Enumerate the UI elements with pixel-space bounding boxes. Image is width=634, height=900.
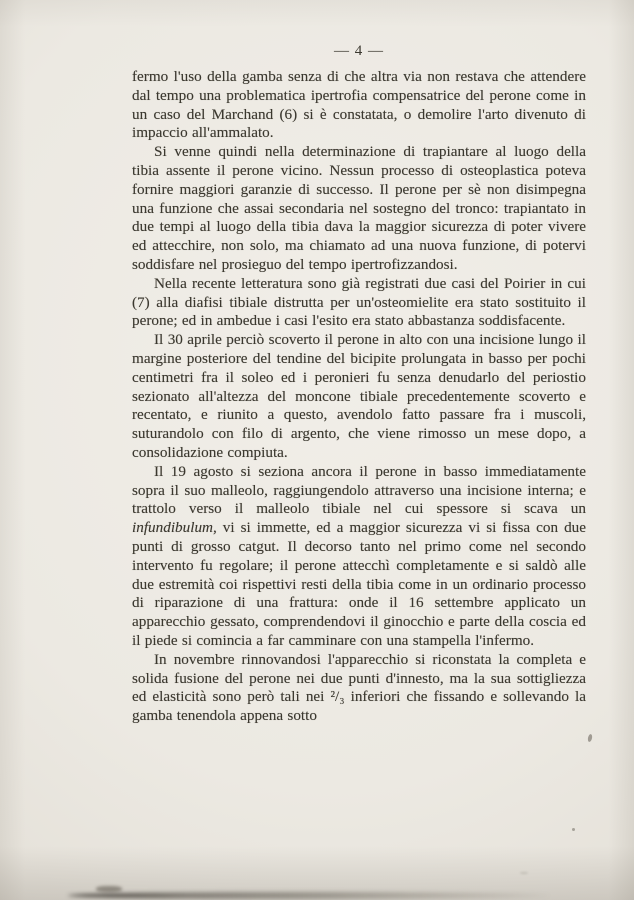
scan-artifact [572, 828, 575, 831]
scan-shadow [68, 892, 550, 899]
paragraph [132, 331, 586, 463]
text-segment: Si venne quindi nella determinazione di trapiantare al luogo della tibia assente il perone vicino. Nessun processo di osteoplastica poteva fornire maggiori garanzie di successo. Il perone per sè non disimpegna una funzione che assai secondaria nel sostegno del tronco: trapiantato in due tempi al luogo della tibia dava la maggior sicurezza di poter vivere ed attecchire, non solo, ma chiamato ad una nuova funzione, di potervi soddisfare nel prosieguo del tempo ipertrofizzandosi. [132, 143, 586, 273]
scan-artifact [587, 734, 593, 743]
paragraph [132, 651, 586, 726]
paragraph [132, 463, 586, 651]
scan-artifact [96, 886, 122, 892]
text-segment: , vi si immette, ed a maggior sicurezza vi si fissa con due punti di grosso catgut. Il decorso tanto nel primo come nel secondo intervento fu regolare; il perone attecchì completamente e si saldò alle due estremità coi rispettivi resti della tibia come in un ordinario processo di riparazione di una frattura: onde il 16 settembre applicato un apparecchio gessato, comprendendovi il ginocchio e parte della coscia ed il piede si comincia a far camminare con una stampella l'infermo. [132, 519, 586, 649]
text-segment: Il 19 agosto si seziona ancora il perone in basso immediatamente sopra il suo malleolo, raggiungendolo attraverso una incisione interna; e trattolo verso il malleolo tibiale nel cui spessore si scava un [132, 462, 586, 518]
paragraph [132, 143, 586, 275]
page-text [132, 68, 586, 726]
page-number: — 4 — [334, 43, 384, 59]
paragraph [132, 275, 586, 331]
italic-text-segment: infundibulum [132, 519, 214, 537]
text-segment: In novembre rinnovandosi l'apparecchio si riconstata la completa e solida fusione del perone nei due punti d'innesto, ma la sua sottigliezza ed elasticità sono però tali nei ²/₃ inferiori che fissando e sollevando la gamba tenendola appena sotto [132, 650, 586, 725]
text-segment: fermo l'uso della gamba senza di che altra via non restava che attendere dal tempo una problematica ipertrofia compensatrice del perone come in un caso del Marchand (6) si è constatata, o demolire l'arto divenuto di impaccio all'ammalato. [132, 68, 586, 142]
scan-artifact [520, 872, 528, 874]
paragraph [132, 68, 586, 143]
text-segment: Il 30 aprile perciò scoverto il perone in alto con una incisione lungo il margine posteriore del tendine del bicipite prolungata in basso per pochi centimetri fra il soleo ed i peronieri fu senza denudarlo del periostio sezionato all'altezza del moncone tibiale precedentemente scoverto e recentato, e riunito a questo, avendolo fatto passare fra i muscoli, suturandolo con filo di argento, che viene rimosso un mese dopo, a consolidazione compiuta. [132, 331, 586, 461]
text-segment: Nella recente letteratura sono già registrati due casi del Poirier in cui (7) alla diafisi tibiale distrutta per un'osteomielite era stato sostituito il perone; ed in ambedue i casi l'esito era stato abbastanza soddisfacente. [132, 274, 586, 330]
